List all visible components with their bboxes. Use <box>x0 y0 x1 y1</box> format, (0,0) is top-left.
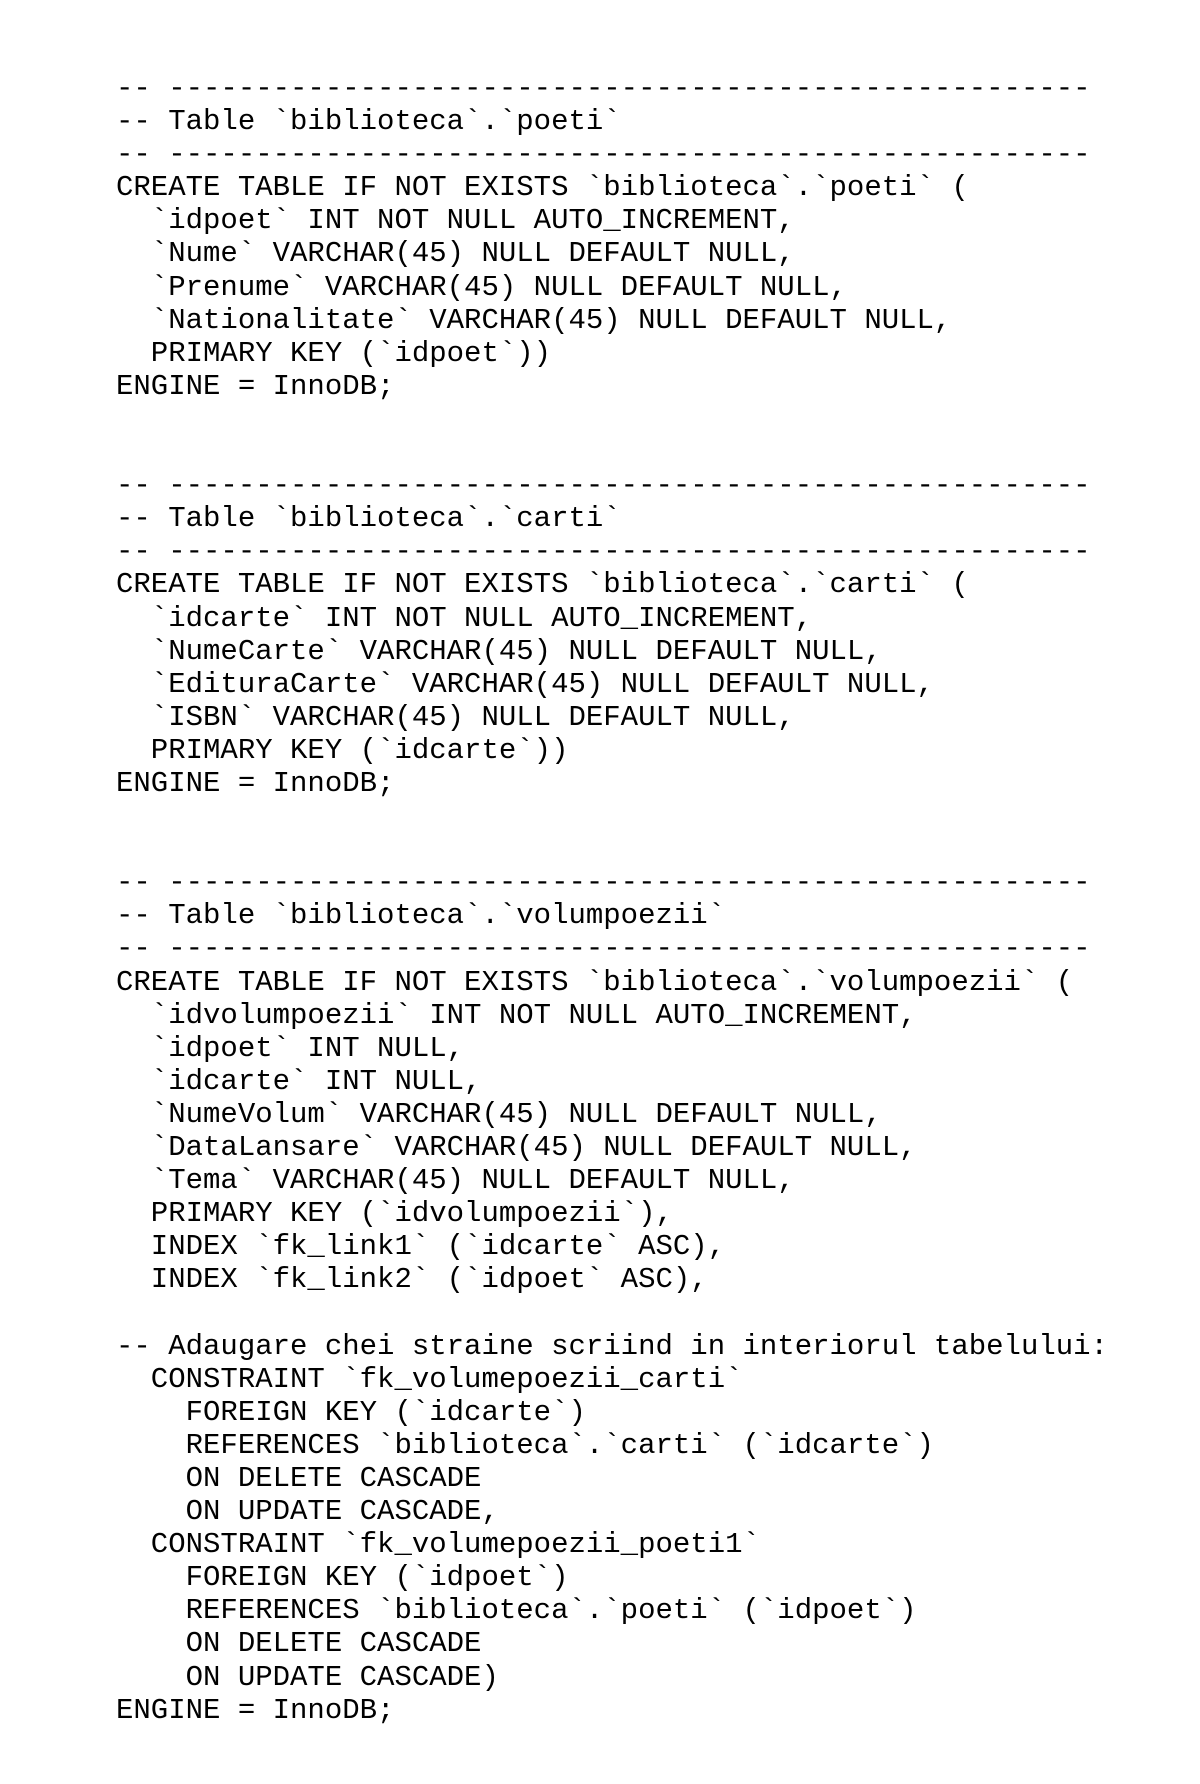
code-line: `idpoet` INT NOT NULL AUTO_INCREMENT, <box>116 204 795 238</box>
code-line: -- Table `biblioteca`.`poeti` <box>116 105 621 139</box>
code-line: CREATE TABLE IF NOT EXISTS `biblioteca`.`volumpoezii` ( <box>116 965 1074 999</box>
code-line: INDEX `fk_link1` (`idcarte` ASC), <box>116 1230 726 1264</box>
code-line <box>116 1296 1108 1329</box>
code-line: `idvolumpoezii` INT NOT NULL AUTO_INCREMENT, <box>116 998 917 1032</box>
code-line: -- ----------------------------------------------------- <box>116 866 1091 900</box>
code-line: ENGINE = InnoDB; <box>116 369 395 403</box>
code-line: `ISBN` VARCHAR(45) NULL DEFAULT NULL, <box>116 700 795 734</box>
code-line: `idpoet` INT NULL, <box>116 1031 465 1065</box>
code-line: -- Table `biblioteca`.`carti` <box>116 502 621 536</box>
code-line: `NumeCarte` VARCHAR(45) NULL DEFAULT NULL, <box>116 634 882 668</box>
code-line <box>116 800 1108 833</box>
code-line <box>116 403 1108 436</box>
code-line <box>116 436 1108 469</box>
code-line: -- ----------------------------------------------------- <box>116 138 1091 172</box>
sql-code-block <box>116 72 1108 1727</box>
code-line: `idcarte` INT NOT NULL AUTO_INCREMENT, <box>116 601 813 635</box>
code-line: -- Adaugare chei straine scriind in interiorul tabelului: <box>116 1329 1108 1363</box>
code-line: CONSTRAINT `fk_volumepoezii_carti` <box>116 1362 743 1396</box>
code-line: ON DELETE CASCADE <box>116 1627 482 1661</box>
code-line: ENGINE = InnoDB; <box>116 766 395 800</box>
code-line: `idcarte` INT NULL, <box>116 1064 482 1098</box>
code-line: FOREIGN KEY (`idpoet`) <box>116 1561 569 1595</box>
code-line: CREATE TABLE IF NOT EXISTS `biblioteca`.`poeti` ( <box>116 171 969 205</box>
code-line: -- Table `biblioteca`.`volumpoezii` <box>116 899 726 933</box>
code-line: ENGINE = InnoDB; <box>116 1693 395 1727</box>
code-line: PRIMARY KEY (`idcarte`)) <box>116 733 569 767</box>
code-line: `EdituraCarte` VARCHAR(45) NULL DEFAULT NULL, <box>116 667 934 701</box>
code-line: -- ----------------------------------------------------- <box>116 932 1091 966</box>
code-line: -- ----------------------------------------------------- <box>116 535 1091 569</box>
code-line: ON DELETE CASCADE <box>116 1461 482 1495</box>
code-line: `DataLansare` VARCHAR(45) NULL DEFAULT NULL, <box>116 1131 917 1164</box>
code-line: FOREIGN KEY (`idcarte`) <box>116 1395 586 1429</box>
code-line: PRIMARY KEY (`idpoet`)) <box>116 336 552 370</box>
code-line: CREATE TABLE IF NOT EXISTS `biblioteca`.`carti` ( <box>116 568 969 602</box>
code-line: ON UPDATE CASCADE) <box>116 1660 499 1694</box>
code-line: `Tema` VARCHAR(45) NULL DEFAULT NULL, <box>116 1164 795 1198</box>
code-line: `Prenume` VARCHAR(45) NULL DEFAULT NULL, <box>116 270 847 304</box>
code-line: ON UPDATE CASCADE, <box>116 1495 499 1529</box>
code-line: `Nume` VARCHAR(45) NULL DEFAULT NULL, <box>116 237 795 271</box>
code-line: REFERENCES `biblioteca`.`poeti` (`idpoet`) <box>116 1594 917 1628</box>
code-line: -- ----------------------------------------------------- <box>116 72 1091 105</box>
code-line <box>116 833 1108 866</box>
code-line: REFERENCES `biblioteca`.`carti` (`idcarte`) <box>116 1428 934 1462</box>
code-line: `NumeVolum` VARCHAR(45) NULL DEFAULT NULL, <box>116 1097 882 1131</box>
code-line: PRIMARY KEY (`idvolumpoezii`), <box>116 1197 673 1231</box>
code-line: -- ----------------------------------------------------- <box>116 469 1091 503</box>
code-line: INDEX `fk_link2` (`idpoet` ASC), <box>116 1263 708 1297</box>
code-line: `Nationalitate` VARCHAR(45) NULL DEFAULT NULL, <box>116 303 952 337</box>
code-line: CONSTRAINT `fk_volumepoezii_poeti1` <box>116 1528 760 1562</box>
